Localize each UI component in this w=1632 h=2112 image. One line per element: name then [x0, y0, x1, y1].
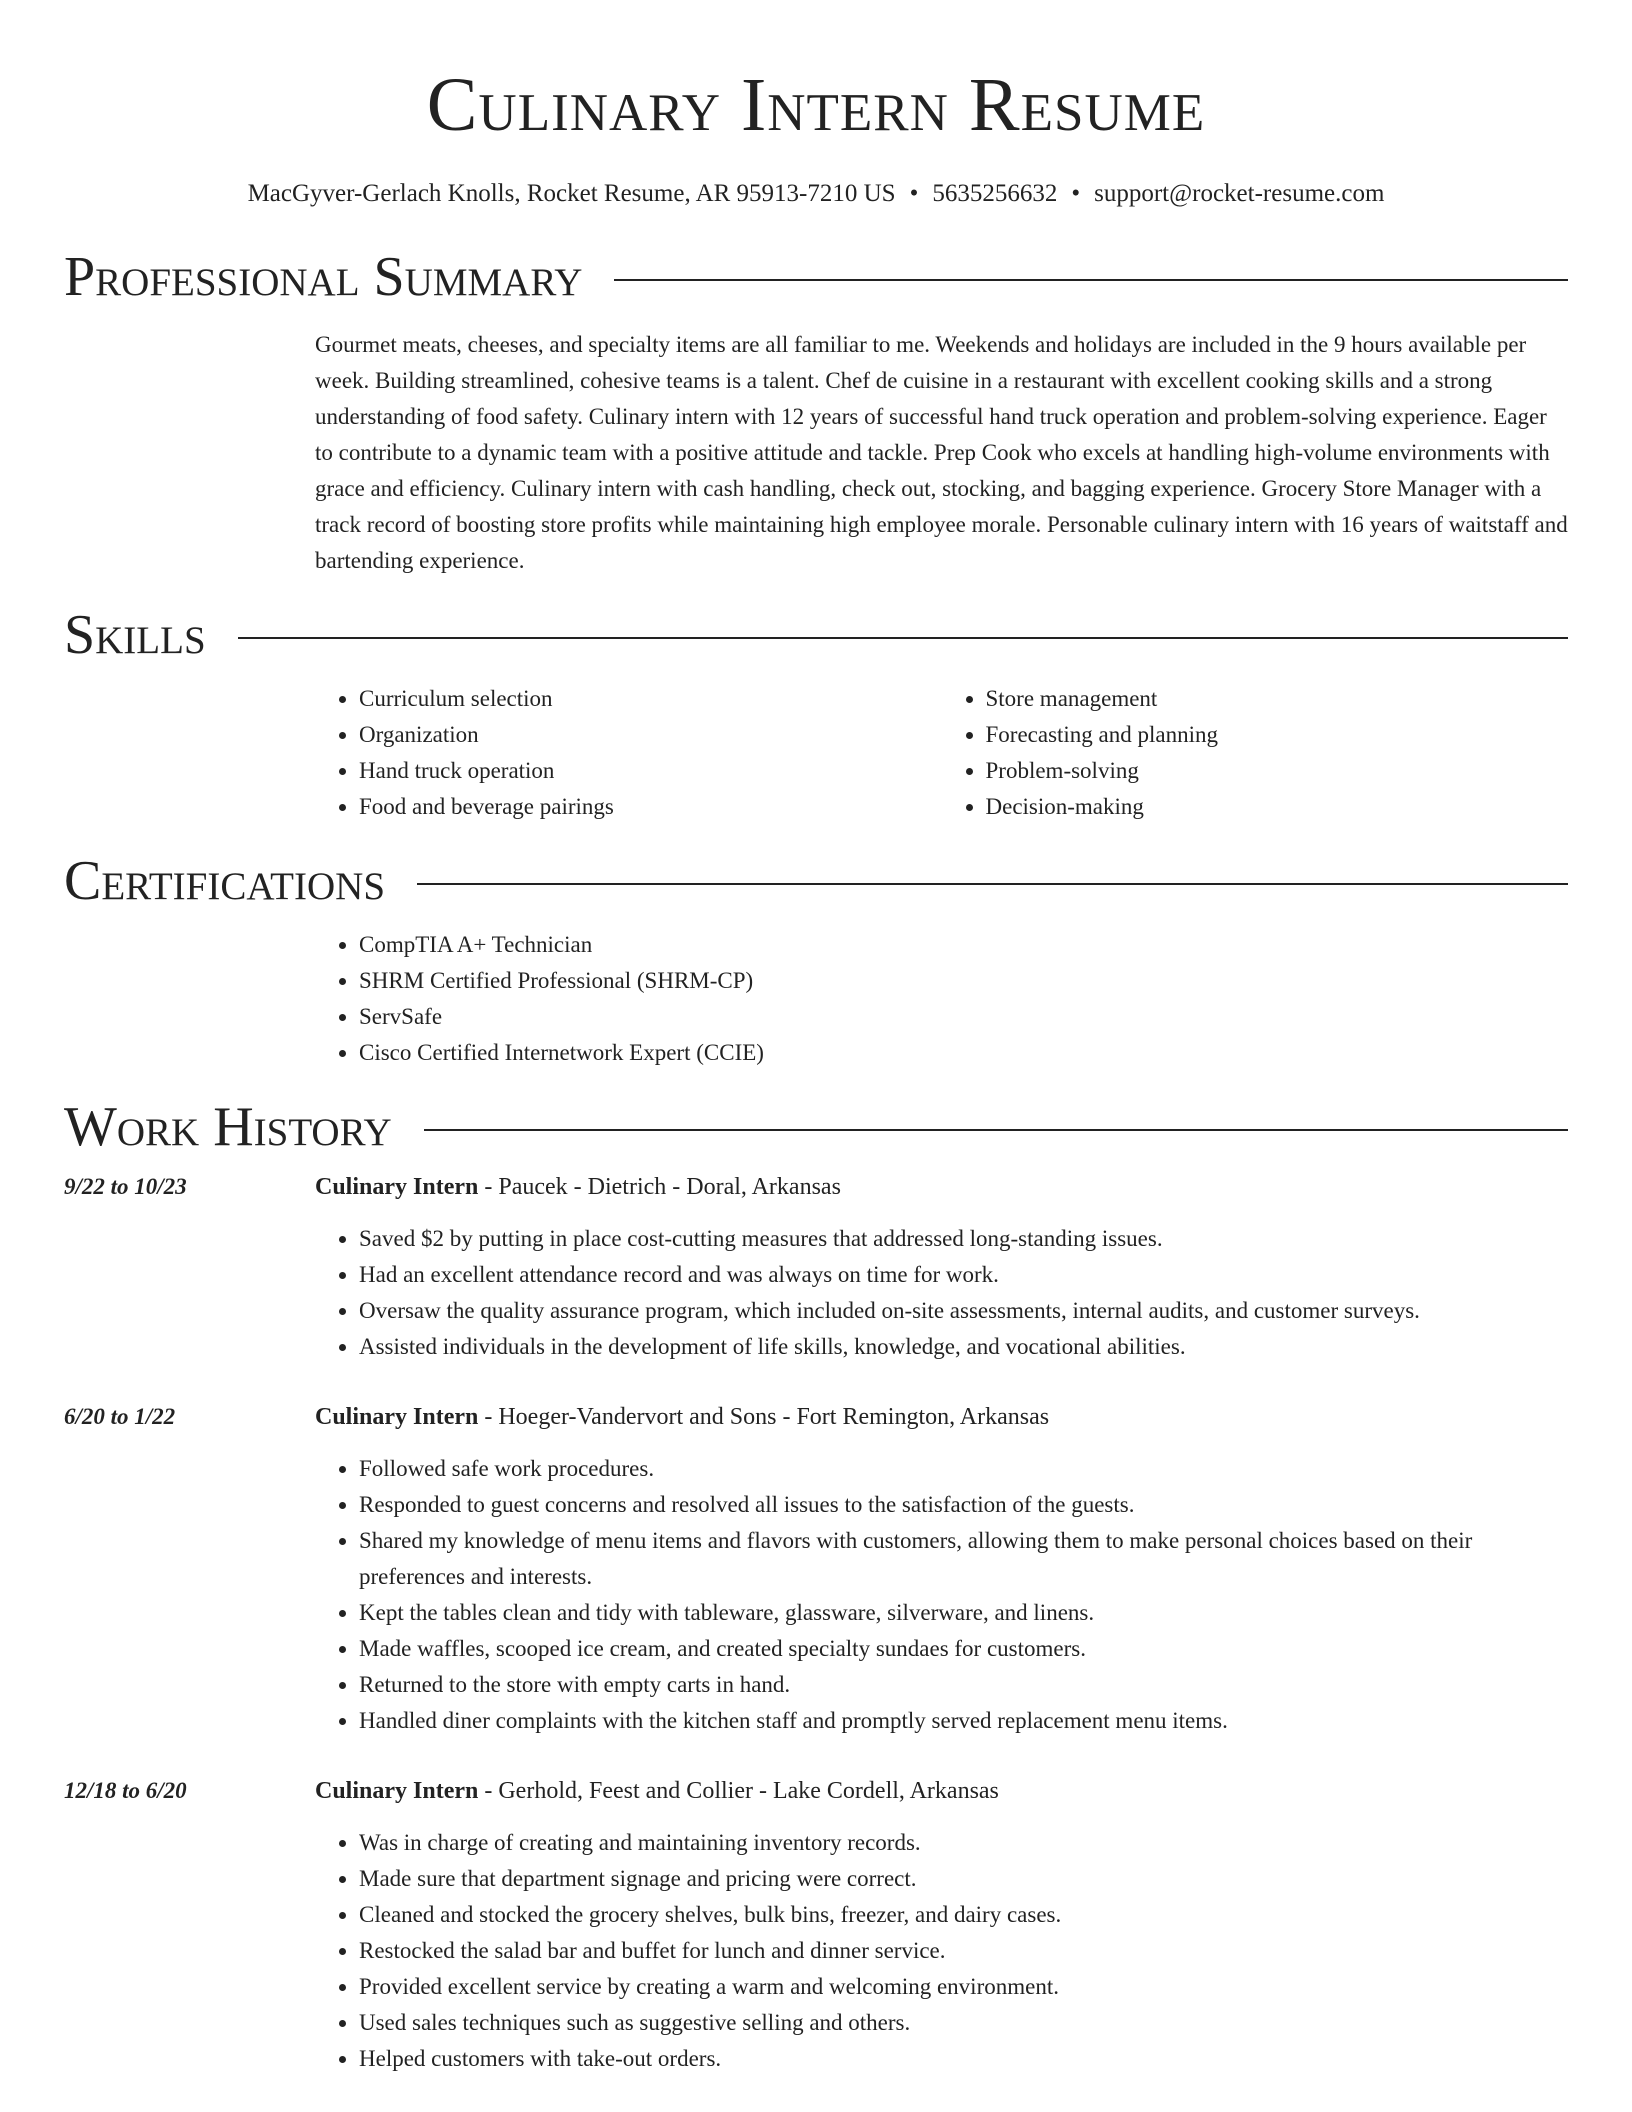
- job-duty: • Oversaw the quality assurance program, which included on-site assessments, internal audits, and customer surveys.: [359, 1293, 1568, 1329]
- job-duty: • Returned to the store with empty carts in hand.: [359, 1667, 1568, 1703]
- job-duty: • Used sales techniques such as suggestive selling and others.: [359, 2005, 1568, 2041]
- job-entry: [64, 1169, 1568, 1365]
- job-employer: - Gerhold, Feest and Collier - Lake Cordell, Arkansas: [478, 1778, 999, 1804]
- certifications-list: [315, 927, 1568, 1071]
- section-divider: [424, 1129, 1568, 1131]
- contact-separator: •: [1071, 180, 1081, 207]
- job-duty: • Saved $2 by putting in place cost-cutting measures that addressed long-standing issues.: [359, 1221, 1568, 1257]
- job-dates: 9/22 to 10/23: [64, 1174, 187, 1199]
- job-duty: • Made sure that department signage and pricing were correct.: [359, 1861, 1568, 1897]
- job-employer: - Paucek - Dietrich - Doral, Arkansas: [478, 1174, 841, 1200]
- contact-phone: 5635256632: [932, 180, 1058, 207]
- contact-email: support@rocket-resume.com: [1094, 180, 1385, 207]
- job-duty: • Was in charge of creating and maintaining inventory records.: [359, 1825, 1568, 1861]
- skill-item: • Food and beverage pairings: [359, 789, 942, 825]
- job-heading: [315, 1773, 1568, 1809]
- job-duties: [315, 1451, 1568, 1739]
- job-title: Culinary Intern: [315, 1778, 479, 1804]
- skills-section-header: [64, 603, 1568, 667]
- section-divider: [614, 279, 1568, 281]
- job-title: Culinary Intern: [315, 1174, 479, 1200]
- skills-list: [315, 681, 1568, 825]
- contact-line: [64, 177, 1568, 211]
- skill-item: • Problem-solving: [986, 753, 1569, 789]
- skills-heading: Skills: [64, 604, 206, 666]
- skill-item: • Organization: [359, 717, 942, 753]
- job-heading: [315, 1169, 1568, 1205]
- job-duties: [315, 1825, 1568, 2077]
- summary-section-header: [64, 245, 1568, 309]
- work-history-section-header: [64, 1095, 1568, 1159]
- skill-item: • Hand truck operation: [359, 753, 942, 789]
- summary-text: Gourmet meats, cheeses, and specialty items are all familiar to me. Weekends and holidays are included in the 9 hours available per week. Building streamlined, cohesive teams is a talent. Chef de cuisine in a restaurant with excellent cooking skills and a strong understanding of food safety. Culinary intern with 12 years of successful hand truck operation and problem-solving experience. Eager to contribute to a dynamic team with a positive attitude and tackle. Prep Cook who excels at handling high-volume environments with grace and efficiency. Culinary intern with cash handling, check out, stocking, and bagging experience. Grocery Store Manager with a track record of boosting store profits while maintaining high employee morale. Personable culinary intern with 16 years of waitstaff and bartending experience.: [315, 332, 1568, 573]
- certification-item: • SHRM Certified Professional (SHRM-CP): [359, 963, 1568, 999]
- job-title: Culinary Intern: [315, 1404, 479, 1430]
- job-duty: • Kept the tables clean and tidy with tableware, glassware, silverware, and linens.: [359, 1595, 1568, 1631]
- job-dates: 6/20 to 1/22: [64, 1404, 176, 1429]
- contact-separator: •: [909, 180, 919, 207]
- resume-page: [64, 0, 1568, 2077]
- job-duty: • Had an excellent attendance record and was always on time for work.: [359, 1257, 1568, 1293]
- section-divider: [417, 883, 1568, 885]
- job-duty: • Followed safe work procedures.: [359, 1451, 1568, 1487]
- skill-item: • Curriculum selection: [359, 681, 942, 717]
- job-duty: • Restocked the salad bar and buffet for lunch and dinner service.: [359, 1933, 1568, 1969]
- work-history-heading: Work History: [64, 1096, 392, 1158]
- job-duty: • Helped customers with take-out orders.: [359, 2041, 1568, 2077]
- job-duty: • Handled diner complaints with the kitchen staff and promptly served replacement menu items.: [359, 1703, 1568, 1739]
- certifications-section-header: [64, 849, 1568, 913]
- job-duty: • Cleaned and stocked the grocery shelves, bulk bins, freezer, and dairy cases.: [359, 1897, 1568, 1933]
- certification-item: • Cisco Certified Internetwork Expert (CCIE): [359, 1035, 1568, 1071]
- job-duty: • Shared my knowledge of menu items and flavors with customers, allowing them to make personal choices based on their preferences and interests.: [359, 1523, 1568, 1595]
- job-duty: • Responded to guest concerns and resolved all issues to the satisfaction of the guests.: [359, 1487, 1568, 1523]
- skill-item: • Decision-making: [986, 789, 1569, 825]
- skill-item: • Forecasting and planning: [986, 717, 1569, 753]
- certification-item: • ServSafe: [359, 999, 1568, 1035]
- skills-column-right: [942, 681, 1569, 825]
- job-duties: [315, 1221, 1568, 1365]
- contact-address: MacGyver-Gerlach Knolls, Rocket Resume, AR 95913-7210 US: [247, 180, 896, 207]
- job-entry: [64, 1399, 1568, 1739]
- job-entry: [64, 1773, 1568, 2077]
- skill-item: • Store management: [986, 681, 1569, 717]
- job-duty: • Made waffles, scooped ice cream, and created specialty sundaes for customers.: [359, 1631, 1568, 1667]
- certifications-heading: Certifications: [64, 850, 386, 912]
- skills-column-left: [315, 681, 942, 825]
- summary-heading: Professional Summary: [64, 246, 583, 308]
- job-heading: [315, 1399, 1568, 1435]
- job-duty: • Assisted individuals in the development of life skills, knowledge, and vocational abilities.: [359, 1329, 1568, 1365]
- certification-item: • CompTIA A+ Technician: [359, 927, 1568, 963]
- section-divider: [238, 637, 1568, 639]
- job-dates: 12/18 to 6/20: [64, 1778, 187, 1803]
- job-duty: • Provided excellent service by creating a warm and welcoming environment.: [359, 1969, 1568, 2005]
- page-title: Culinary Intern Resume: [426, 63, 1206, 147]
- job-employer: - Hoeger-Vandervort and Sons - Fort Remington, Arkansas: [478, 1404, 1050, 1430]
